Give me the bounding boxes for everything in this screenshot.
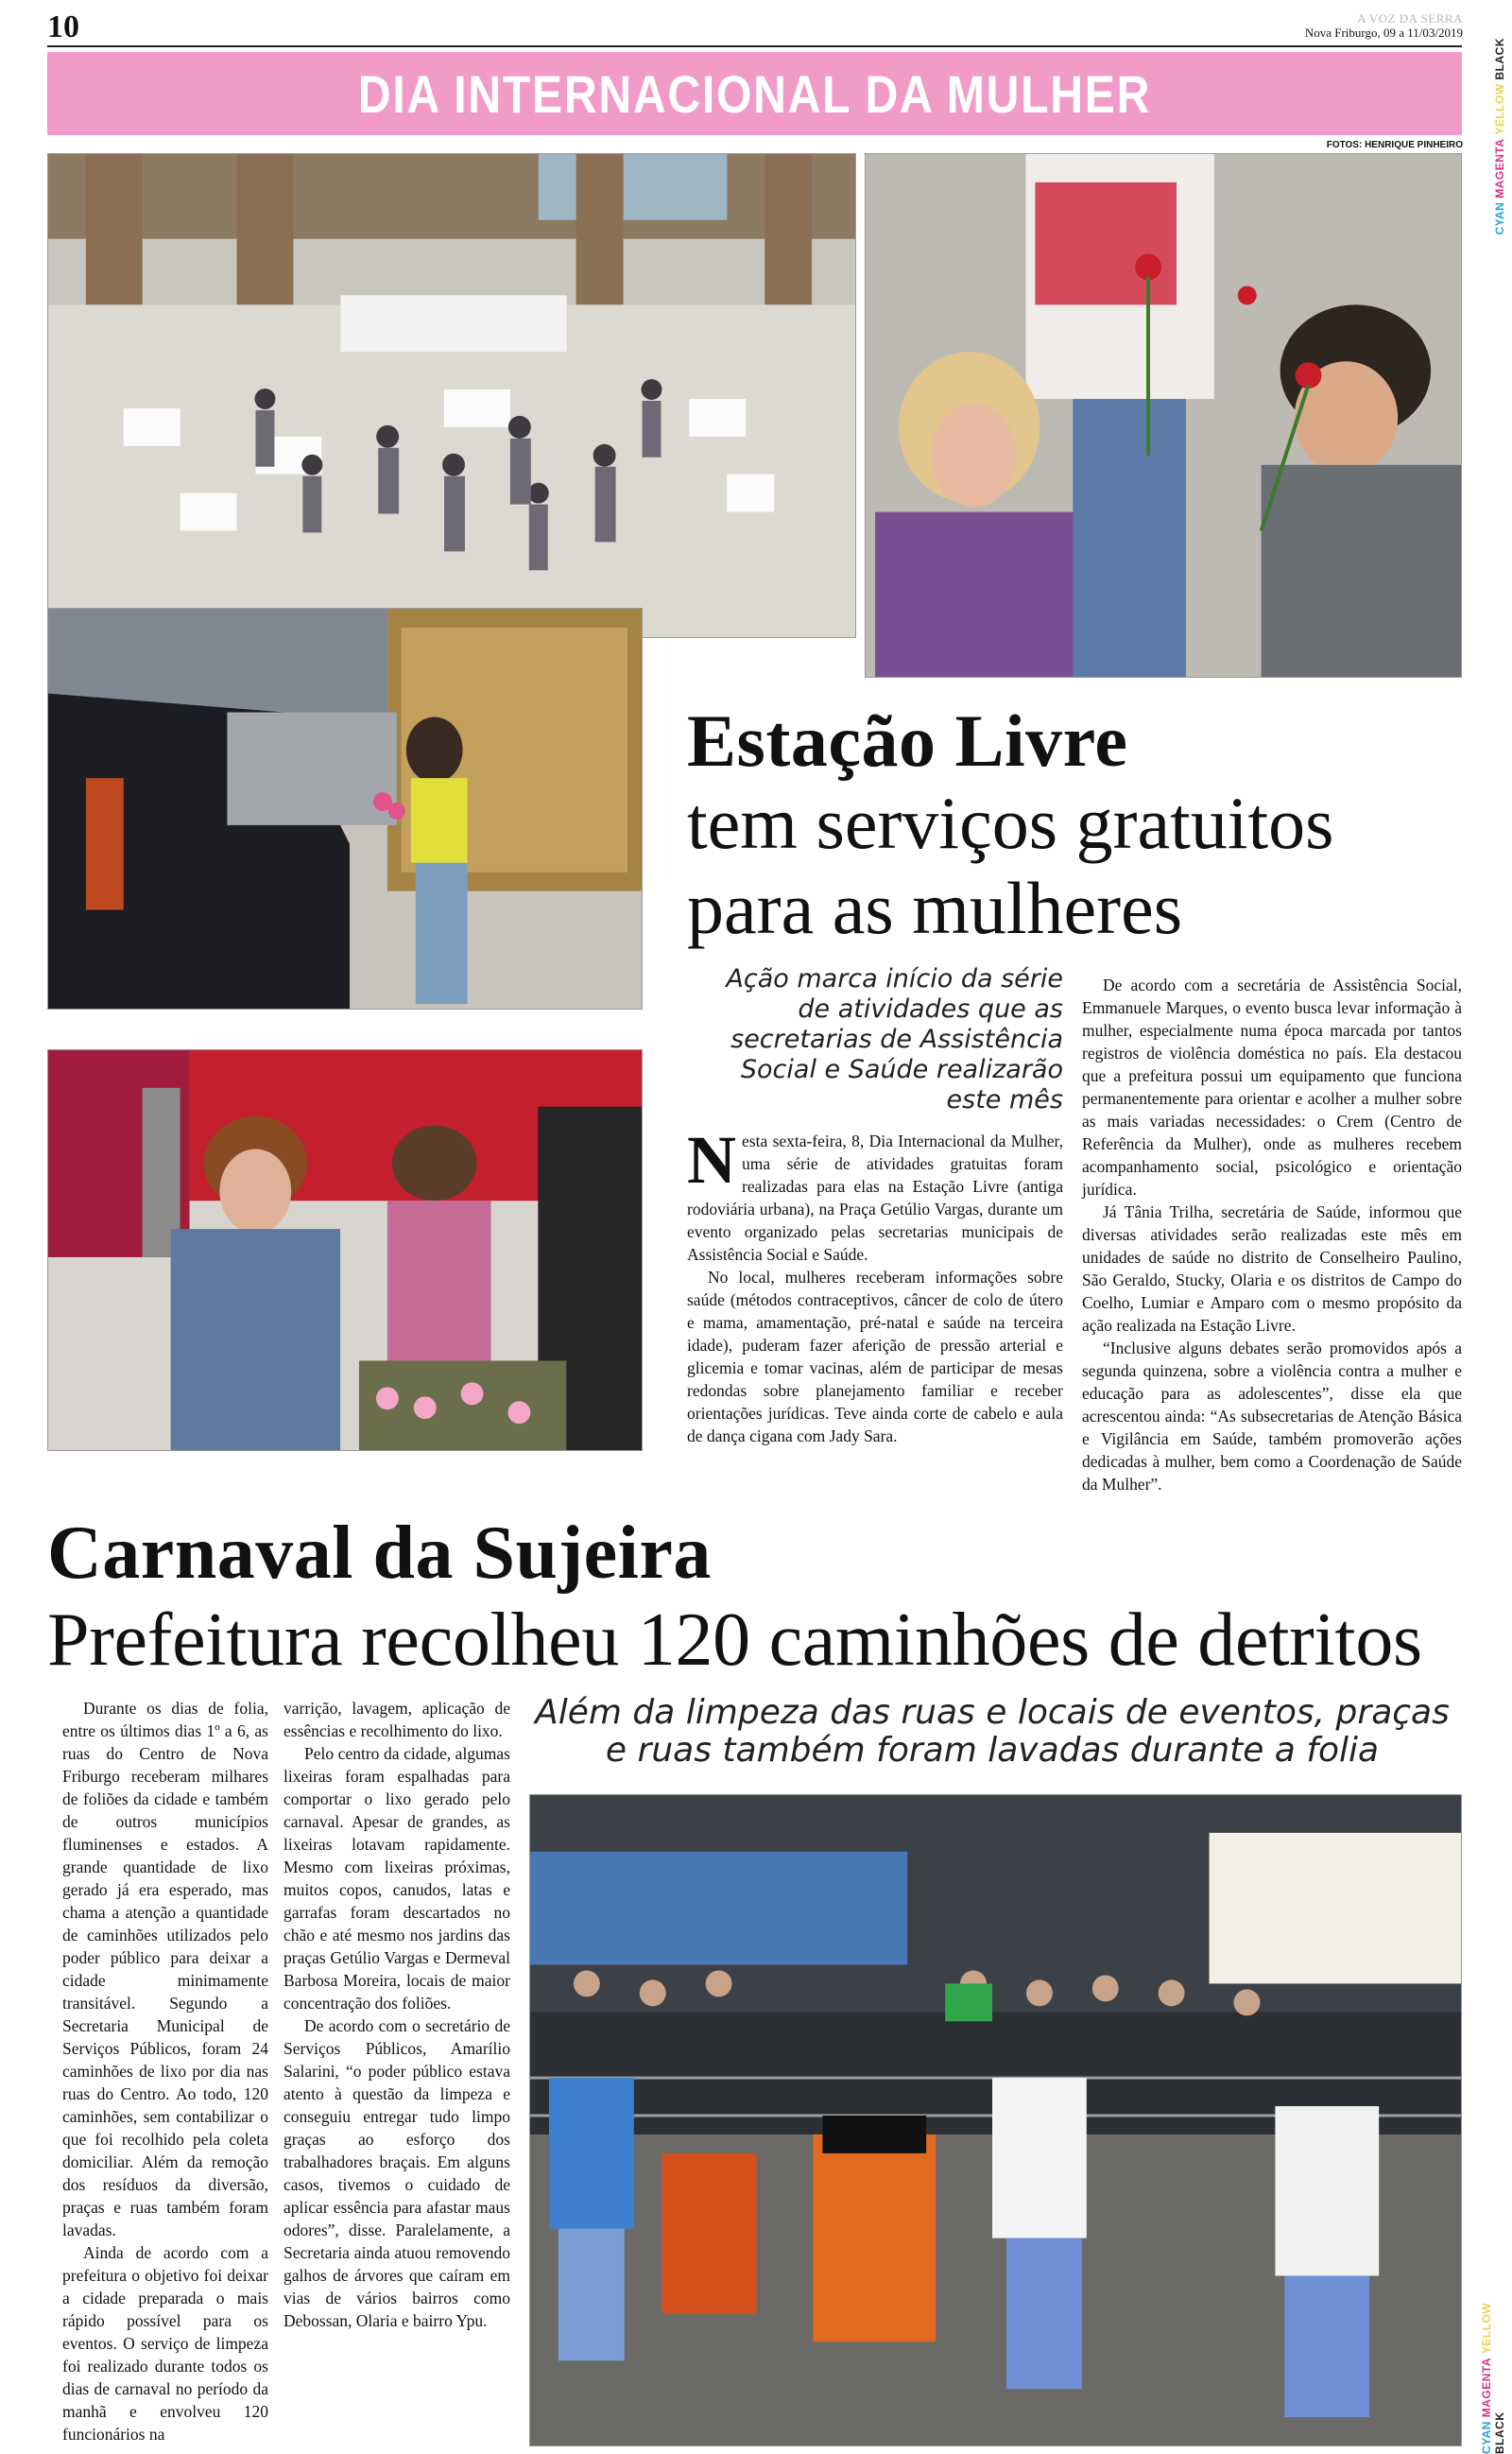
section-banner bbox=[47, 52, 1462, 135]
article1-paragraph4: Já Tânia Trilha, secretária de Saúde, informou que diversas atividades serão realizadas este mês em unidades de saúde no distrito de Conselheiro Paulino, São Geraldo, Stucky, Olaria e os distritos de Campo do Coelho, Lumiar e Amparo com o mesmo propósito da ação realizada na Estação Livre. bbox=[1082, 1202, 1462, 1335]
article1-paragraph2: No local, mulheres receberam informações sobre saúde (métodos contraceptivos, câncer de colo de útero e mama, amamentação, pré-natal e saúde na terceira idade), puderam fazer aferição de pressão arterial e glicemia e tomar vacinas, além de participar de mesas redondas sobre planejamento familiar e receber orientações jurídicas. Teve ainda corte de cabelo e aula de dança cigana com Jady Sara. bbox=[687, 1268, 1063, 1445]
article2-deck: Além da limpeza das ruas e locais de eventos, praças e ruas também foram lavadas durante a folia bbox=[535, 1693, 1450, 1770]
publication-name: A VOZ DA SERRA bbox=[1357, 11, 1463, 26]
cyan-label: CYAN bbox=[1493, 201, 1506, 235]
cyan-label: CYAN bbox=[1480, 2421, 1493, 2454]
article2-subtitle: Prefeitura recolheu 120 caminhões de detritos bbox=[47, 1599, 1422, 1682]
article1-paragraph3: De acordo com a secretária de Assistência Social, Emmanuele Marques, o evento busca levar informação à mulher, especialmente numa época marcada por tantos registros de violência doméstica no país. Ela destacou que a prefeitura possui um equipamento que funciona permanentemente para orientar e acolher a mulher sobre as mais variadas necessidades: o Crem (Centro de Referência da Mulher), onde as mulheres recebem acompanhamento social, psicológico e orientação jurídica. bbox=[1082, 976, 1462, 1199]
yellow-label: YELLOW bbox=[1493, 83, 1506, 135]
article1-paragraph1: Nesta sexta-feira, 8, Dia Internacional da Mulher, uma série de atividades gratuitas foram realizadas para elas na Estação Livre (antiga rodoviária urbana), na Praça Getúlio Vargas, durante um evento organizado pelas secretarias municipais de Assistência Social e Saúde. bbox=[687, 1122, 1063, 1264]
article1-deck: Ação marca início da série de atividades que as secretarias de Assistência Social e Saúde realizarão este mês bbox=[726, 964, 1063, 1115]
article2-column1 bbox=[62, 1697, 268, 2445]
black-label: BLACK bbox=[1493, 38, 1506, 80]
magenta-label: MAGENTA bbox=[1493, 138, 1506, 199]
photo-event-overview bbox=[47, 153, 856, 638]
magenta-label: MAGENTA bbox=[1480, 2357, 1493, 2418]
article1-paragraph5: “Inclusive alguns debates serão promovidos após a segunda quinzena, sobre a violência contra a mulher e educação para as adolescentes”, disse ela que acrescentou ainda: “As subsecretarias de Atenção Básica e Vigilância em Saúde, também promoverão ações dedicadas à mulher, bem como a Coordenação de Saúde da Mulher”. bbox=[1082, 1339, 1462, 1494]
color-bar-top bbox=[1493, 38, 1506, 235]
dateline: Nova Friburgo, 09 a 11/03/2019 bbox=[1304, 26, 1463, 40]
article2-paragraph2: Ainda de acordo com a prefeitura o objetivo foi deixar a cidade preparada o mais rápido possível para os eventos. O serviço de limpeza foi realizado durante todos os dias de carnaval no período da manhã e envolveu 120 funcionários na bbox=[62, 2243, 268, 2444]
page-number: 10 bbox=[47, 9, 79, 44]
photo-rose-delivery bbox=[865, 153, 1462, 678]
article2-title: Carnaval da Sujeira bbox=[47, 1512, 712, 1595]
article1-title: Estação Livre bbox=[687, 700, 1128, 782]
section-title: DIA INTERNACIONAL DA MULHER bbox=[357, 63, 1152, 124]
yellow-label: YELLOW bbox=[1480, 2302, 1493, 2355]
photo-carnival-cleanup bbox=[529, 1794, 1462, 2446]
article2-paragraph4: Pelo centro da cidade, algumas lixeiras foram espalhadas para comportar o lixo gerado pelo carnaval. Apesar de grandes, as lixeiras lotavam rapidamente. Mesmo com lixeiras próximas, muitos copos, canudos, latas e garrafas foram descartados no chão e até mesmo nos jardins das praças Getúlio Vargas e Dermeval Barbosa Moreira, locais de maior concentração dos foliões. bbox=[284, 1744, 510, 2013]
color-bar-bottom bbox=[1480, 2267, 1506, 2454]
black-label: BLACK bbox=[1493, 2411, 1506, 2454]
article2-column2 bbox=[284, 1697, 510, 2332]
photo-credit: FOTOS: HENRIQUE PINHEIRO bbox=[1326, 140, 1463, 150]
photo-women-flowers bbox=[47, 1049, 643, 1451]
drop-cap: N bbox=[687, 1122, 736, 1198]
article2-paragraph1: Durante os dias de folia, entre os últimos dias 1º a 6, as ruas do Centro de Nova Friburgo receberam milhares de foliões da cidade e também de outros municípios fluminenses e estados. A grande quantidade de lixo gerado já era esperado, mas chama a atenção a quantidade de caminhões utilizados pelo poder público para deixar a cidade minimamente transitável. Segundo a Secretaria Municipal de Serviços Públicos, foram 24 caminhões de lixo por dia nas ruas do Centro. Ao todo, 120 caminhões, sem contabilizar o que foi recolhido pela coleta domiciliar. Além da remoção dos resíduos da diversão, praças e ruas também foram lavadas. bbox=[62, 1699, 268, 2239]
header-rule bbox=[47, 45, 1462, 47]
article2-headline bbox=[47, 1511, 1465, 1685]
photo-flowers-to-driver bbox=[47, 608, 643, 1010]
article1-column1 bbox=[687, 1122, 1063, 1447]
article1-title-line3: para as mulheres bbox=[687, 867, 1183, 949]
article1-title-line2: tem serviços gratuitos bbox=[687, 782, 1334, 864]
masthead bbox=[1305, 11, 1463, 40]
article1-column2 bbox=[1082, 974, 1462, 1495]
article2-paragraph3: varrição, lavagem, aplicação de essências e recolhimento do lixo. bbox=[284, 1699, 510, 1740]
article1-headline bbox=[687, 701, 1471, 951]
article2-paragraph5: De acordo com o secretário de Serviços Públicos, Amarílio Salarini, “o poder público estava atento à questão da limpeza e conseguiu entregar tudo limpo graças ao esforço dos trabalhadores braçais. Em alguns casos, tivemos o cuidado de aplicar essência para afastar maus odores”, disse. Paralelamente, a Secretaria ainda atuou removendo galhos de árvores que caíram em vias de vários bairros como Debossan, Olaria e bairro Ypu. bbox=[284, 2016, 510, 2330]
